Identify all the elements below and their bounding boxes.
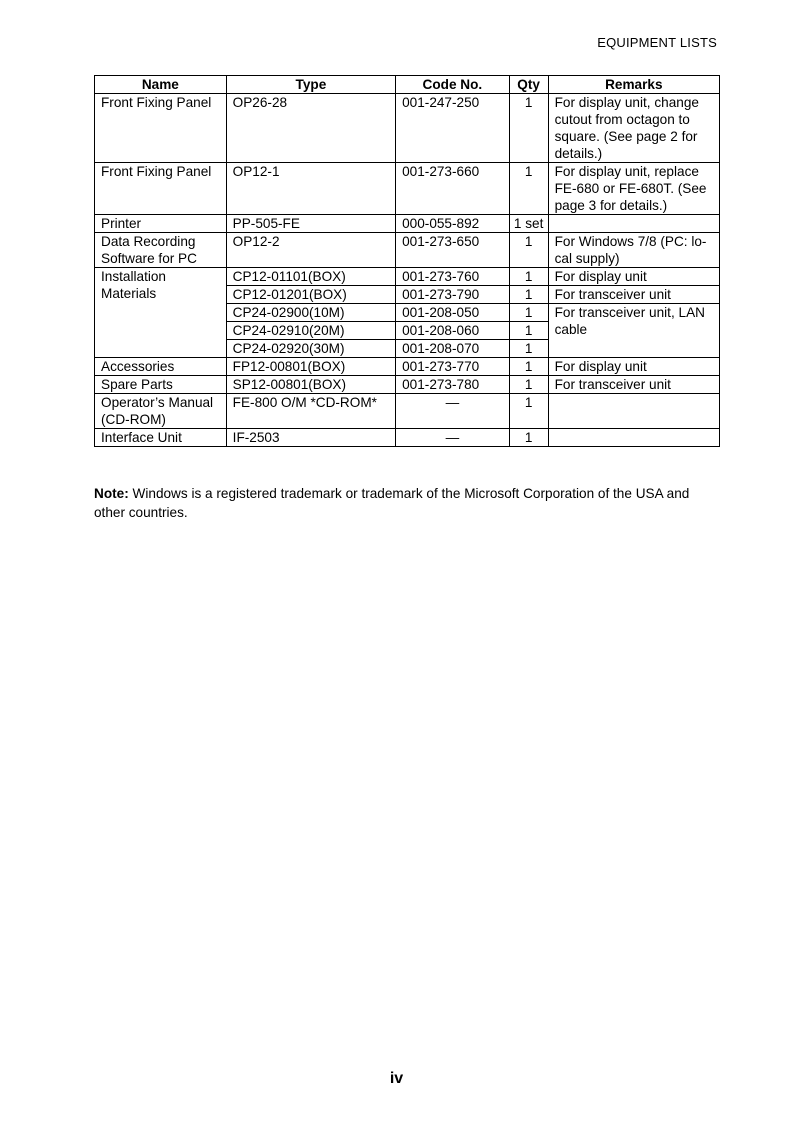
cell-code: 001-273-780 xyxy=(396,376,510,394)
note-label: Note: xyxy=(94,486,129,501)
cell-remarks: For transceiver unit xyxy=(548,376,719,394)
table-row xyxy=(95,163,720,215)
cell-qty: 1 xyxy=(509,322,548,340)
cell-type: CP24-02920(30M) xyxy=(226,340,395,358)
cell-code: 001-273-790 xyxy=(396,286,510,304)
cell-qty: 1 xyxy=(509,340,548,358)
cell-remarks: For display unit, change cutout from octagon to square. (See page 2 for details.) xyxy=(548,94,719,163)
cell-qty: 1 set xyxy=(509,215,548,233)
cell-type: CP12-01201(BOX) xyxy=(226,286,395,304)
cell-qty: 1 xyxy=(509,163,548,215)
cell-type: CP12-01101(BOX) xyxy=(226,268,395,286)
cell-type: CP24-02900(10M) xyxy=(226,304,395,322)
cell-name: Accessories xyxy=(95,358,227,376)
cell-remarks: For transceiver unit xyxy=(548,286,719,304)
table-row xyxy=(95,376,720,394)
cell-type: IF-2503 xyxy=(226,429,395,447)
cell-remarks: For display unit xyxy=(548,268,719,286)
cell-remarks xyxy=(548,215,719,233)
column-header-type: Type xyxy=(226,76,395,94)
column-header-qty: Qty xyxy=(509,76,548,94)
cell-name: Operator’s Manual (CD-ROM) xyxy=(95,394,227,429)
table-row xyxy=(95,215,720,233)
cell-name: Front Fixing Panel xyxy=(95,163,227,215)
cell-qty: 1 xyxy=(509,304,548,322)
equipment-table xyxy=(94,75,720,447)
cell-type: PP-505-FE xyxy=(226,215,395,233)
cell-code: 001-273-770 xyxy=(396,358,510,376)
table-row xyxy=(95,268,720,286)
cell-qty: 1 xyxy=(509,394,548,429)
cell-type: FE-800 O/M *CD-ROM* xyxy=(226,394,395,429)
note-text: Windows is a registered trademark or trademark of the Microsoft Corporation of the USA and other countries. xyxy=(94,486,690,520)
cell-code: 001-273-650 xyxy=(396,233,510,268)
cell-type: FP12-00801(BOX) xyxy=(226,358,395,376)
cell-code: — xyxy=(396,429,510,447)
running-header: EQUIPMENT LISTS xyxy=(597,35,717,50)
cell-type: CP24-02910(20M) xyxy=(226,322,395,340)
cell-name: Printer xyxy=(95,215,227,233)
table-header-row xyxy=(95,76,720,94)
cell-qty: 1 xyxy=(509,358,548,376)
cell-name: Spare Parts xyxy=(95,376,227,394)
cell-remarks: For display unit xyxy=(548,358,719,376)
cell-qty: 1 xyxy=(509,233,548,268)
cell-remarks: For transceiver unit, LAN cable xyxy=(548,304,719,358)
column-header-remarks: Remarks xyxy=(548,76,719,94)
trademark-note xyxy=(94,484,724,522)
page-number: iv xyxy=(389,1070,404,1087)
cell-remarks xyxy=(548,394,719,429)
cell-remarks: For display unit, replace FE-680 or FE-680T. (See page 3 for details.) xyxy=(548,163,719,215)
cell-code: 001-273-760 xyxy=(396,268,510,286)
column-header-name: Name xyxy=(95,76,227,94)
cell-type: OP12-2 xyxy=(226,233,395,268)
cell-qty: 1 xyxy=(509,429,548,447)
cell-code: 001-208-060 xyxy=(396,322,510,340)
cell-qty: 1 xyxy=(509,94,548,163)
cell-qty: 1 xyxy=(509,376,548,394)
table-row xyxy=(95,233,720,268)
table-row xyxy=(95,358,720,376)
cell-type: SP12-00801(BOX) xyxy=(226,376,395,394)
table-row xyxy=(95,394,720,429)
table-row xyxy=(95,94,720,163)
cell-name: Installation Materials xyxy=(95,268,227,358)
cell-qty: 1 xyxy=(509,268,548,286)
cell-code: 000-055-892 xyxy=(396,215,510,233)
cell-code: — xyxy=(396,394,510,429)
cell-code: 001-208-050 xyxy=(396,304,510,322)
cell-code: 001-273-660 xyxy=(396,163,510,215)
cell-name: Data Recording Software for PC xyxy=(95,233,227,268)
cell-type: OP12-1 xyxy=(226,163,395,215)
cell-remarks: For Windows 7/8 (PC: lo-cal supply) xyxy=(548,233,719,268)
cell-code: 001-208-070 xyxy=(396,340,510,358)
cell-name: Interface Unit xyxy=(95,429,227,447)
cell-remarks xyxy=(548,429,719,447)
cell-code: 001-247-250 xyxy=(396,94,510,163)
cell-qty: 1 xyxy=(509,286,548,304)
cell-type: OP26-28 xyxy=(226,94,395,163)
table-row xyxy=(95,429,720,447)
column-header-code: Code No. xyxy=(396,76,510,94)
cell-name: Front Fixing Panel xyxy=(95,94,227,163)
